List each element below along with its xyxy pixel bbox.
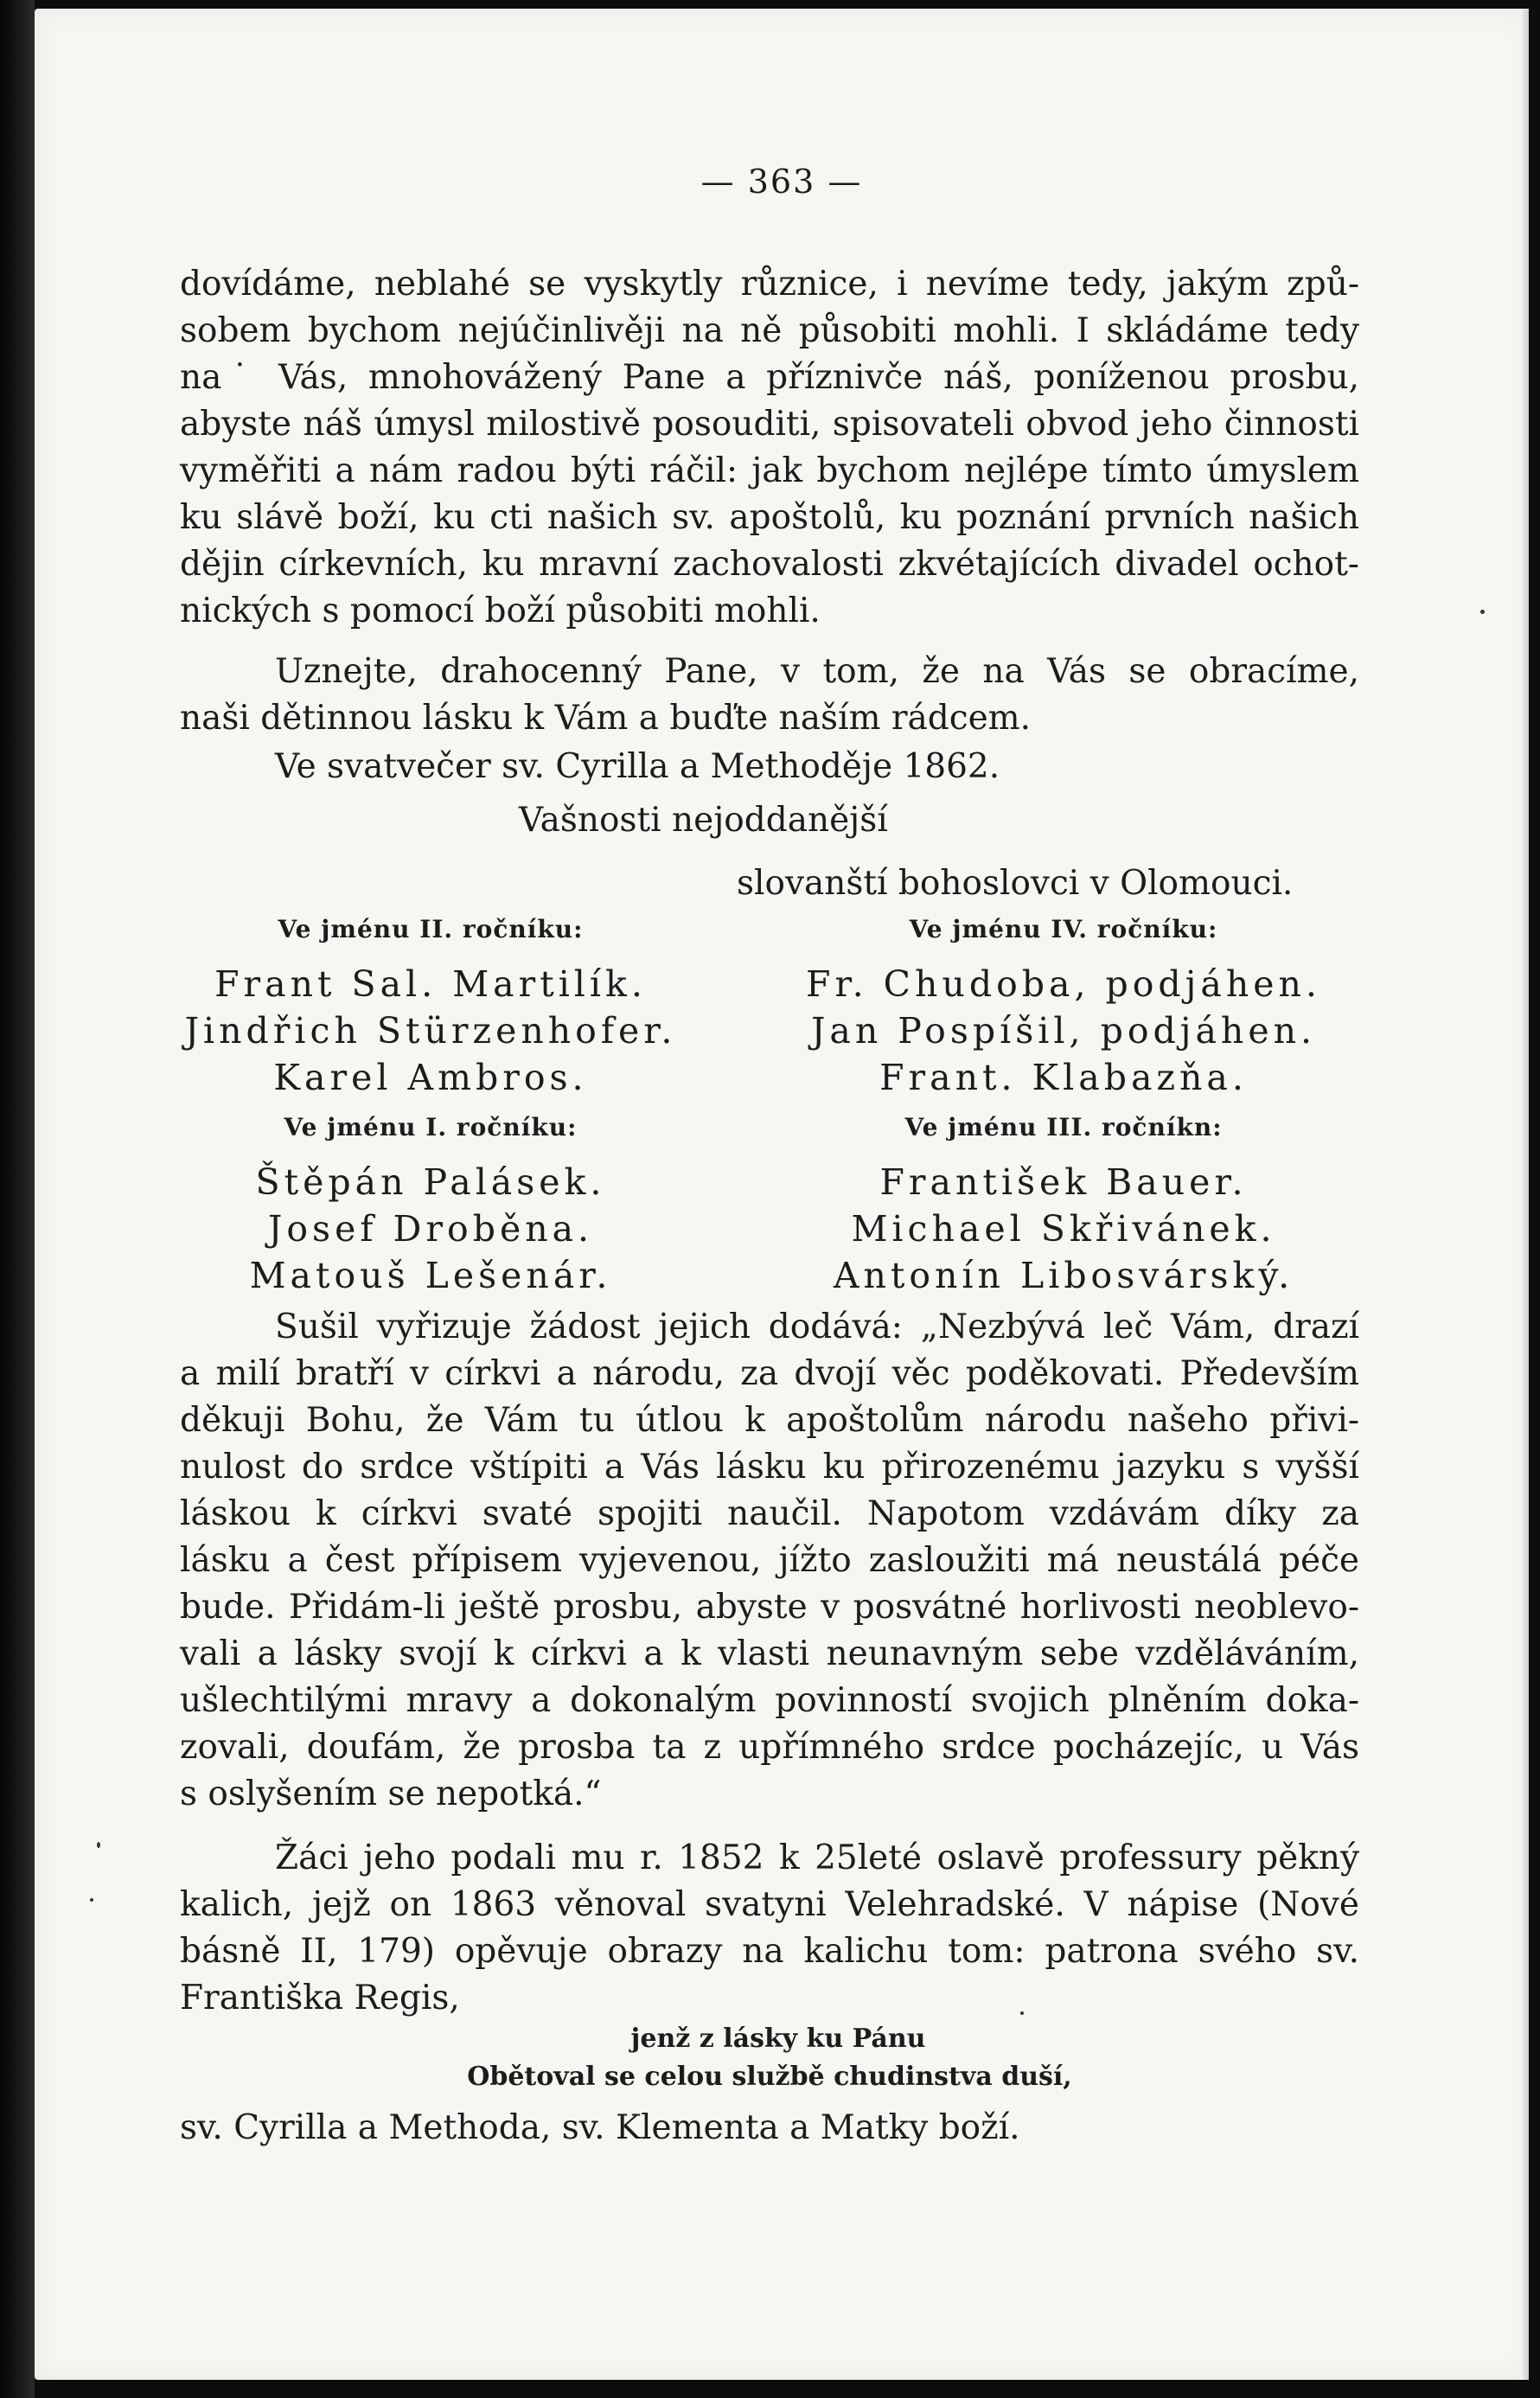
scan-left-edge (0, 0, 35, 2398)
signature-name: Josef Droběna. (267, 1208, 594, 1250)
page-number: — 363 — (700, 163, 863, 201)
text-line: Uznejte, drahocenný Pane, v tom, že na Vás se obracíme, (275, 652, 1359, 691)
signature-name: Štěpán Palásek. (255, 1161, 606, 1203)
signature-name: Fr. Chudoba, podjáhen. (806, 963, 1321, 1005)
paragraph-2 (180, 649, 1359, 742)
signature-name: František Bauer. (879, 1161, 1248, 1203)
group-heading: Ve jménu I. ročníku: (284, 1113, 578, 1141)
book-page (35, 9, 1529, 2380)
signature-name: Jindřich Stürzenhofer. (184, 1010, 677, 1052)
text-line: Františka Regis, (180, 1979, 460, 2018)
text-line: básně II, 179) opěvuje obrazy na kalichu tom: patrona svého sv. (180, 1932, 1359, 1971)
signature-name: Jan Pospíšil, podjáhen. (810, 1010, 1317, 1052)
group-i (180, 1113, 681, 1299)
signature-name: Frant Sal. Martilík. (214, 963, 647, 1005)
text-line: na˙ Vás, mnohovážený Pane a příznivče náš, poníženou prosbu, (180, 358, 1359, 397)
text-line: a milí bratří v církvi a národu, za dvojí věc poděkovati. Především (180, 1354, 1359, 1393)
signature-name: Frant. Klabazňa. (879, 1057, 1248, 1098)
group-iii (787, 1113, 1340, 1299)
text-line: Žáci jeho podali mu r. 1852 k 25leté oslavě professury pěkný (275, 1838, 1359, 1877)
group-iv (787, 915, 1340, 1101)
text-line: ušlechtilými mravy a dokonalým povinností svojich plněním doka- (180, 1681, 1359, 1720)
paragraph-4 (180, 1835, 1359, 2022)
text-line: abyste náš úmysl milostivě posouditi, spisovateli obvod jeho činnosti (180, 405, 1359, 444)
text-line: ku slávě boží, ku cti našich sv. apoštolů, ku poznání prvních našich (180, 498, 1359, 537)
text-line: dějin církevních, ku mravní zachovalosti zkvétajících divadel ochot- (180, 545, 1359, 584)
text-line: s oslyšením se nepotká.“ (180, 1775, 602, 1813)
text-line: dovídáme, neblahé se vyskytly různice, i nevíme tedy, jakým způ- (180, 265, 1359, 304)
signature-name: Michael Skřivánek. (851, 1208, 1276, 1250)
final-line: sv. Cyrilla a Methoda, sv. Klementa a Matky boží. (180, 2108, 1020, 2147)
text-line: láskou k církvi svaté spojiti naučil. Napotom vzdávám díky za (180, 1494, 1359, 1533)
scan-speck (90, 1898, 93, 1902)
group-heading: Ve jménu II. ročníku: (278, 915, 584, 943)
group-heading: Ve jménu III. ročníkn: (904, 1113, 1223, 1141)
signatory-line: slovanští bohoslovci v Olomouci. (737, 864, 1294, 903)
signature-name: Karel Ambros. (273, 1057, 588, 1098)
text-line: naši dětinnou lásku k Vám a buďte naším rádcem. (180, 699, 1032, 738)
scan-speck (97, 1842, 100, 1848)
text-line: zovali, doufám, že prosba ta z upřímného srdce pocházejíc, u Vás (180, 1728, 1359, 1767)
text-line: nulost do srdce vštípiti a Vás lásku ku přirozenému jazyku s vyšší (180, 1448, 1359, 1487)
page-content (35, 9, 1529, 2380)
scan-speck (1020, 2011, 1024, 2015)
text-line: Sušil vyřizuje žádost jejich dodává: „Nezbývá leč Vám, drazí (275, 1308, 1359, 1346)
paragraph-1 (180, 261, 1359, 635)
text-line: kalich, jejž on 1863 věnoval svatyni Velehradské. V nápise (Nové (180, 1885, 1359, 1924)
date-line: Ve svatvečer sv. Cyrilla a Methoděje 1862. (275, 747, 1000, 786)
text-line: děkuji Bohu, že Vám tu útlou k apoštolům národu našeho přivi- (180, 1401, 1359, 1440)
group-ii (180, 915, 681, 1101)
verse-block (180, 2020, 1359, 2096)
signature-name: Matouš Lešenár. (249, 1255, 612, 1296)
text-line: lásku a čest přípisem vyjevenou, jížto zasloužiti má neustálá péče (180, 1541, 1359, 1580)
verse-line: jenž z lásky ku Pánu (630, 2024, 926, 2054)
text-line: vyměřiti a nám radou býti ráčil: jak bychom nejlépe tímto úmyslem (180, 451, 1359, 490)
text-line: sobem bychom nejúčinlivěji na ně působiti mohli. I skládáme tedy (180, 311, 1359, 350)
scan-speck (1480, 610, 1485, 614)
paragraph-3 (180, 1304, 1359, 1818)
group-heading: Ve jménu IV. ročníku: (909, 915, 1218, 943)
text-line: nických s pomocí boží působiti mohli. (180, 592, 821, 630)
text-line: bude. Přidám-li ještě prosbu, abyste v posvátné horlivosti neoblevo- (180, 1588, 1359, 1627)
verse-line: Obětoval se celou službě chudinstva duší, (467, 2062, 1072, 2092)
signature-name: Antonín Libosvárský. (833, 1255, 1294, 1296)
closing-line: Vašnosti nejoddanější (519, 801, 888, 840)
text-line: vali a lásky svojí k církvi a k vlasti neunavným sebe vzděláváním, (180, 1634, 1359, 1673)
